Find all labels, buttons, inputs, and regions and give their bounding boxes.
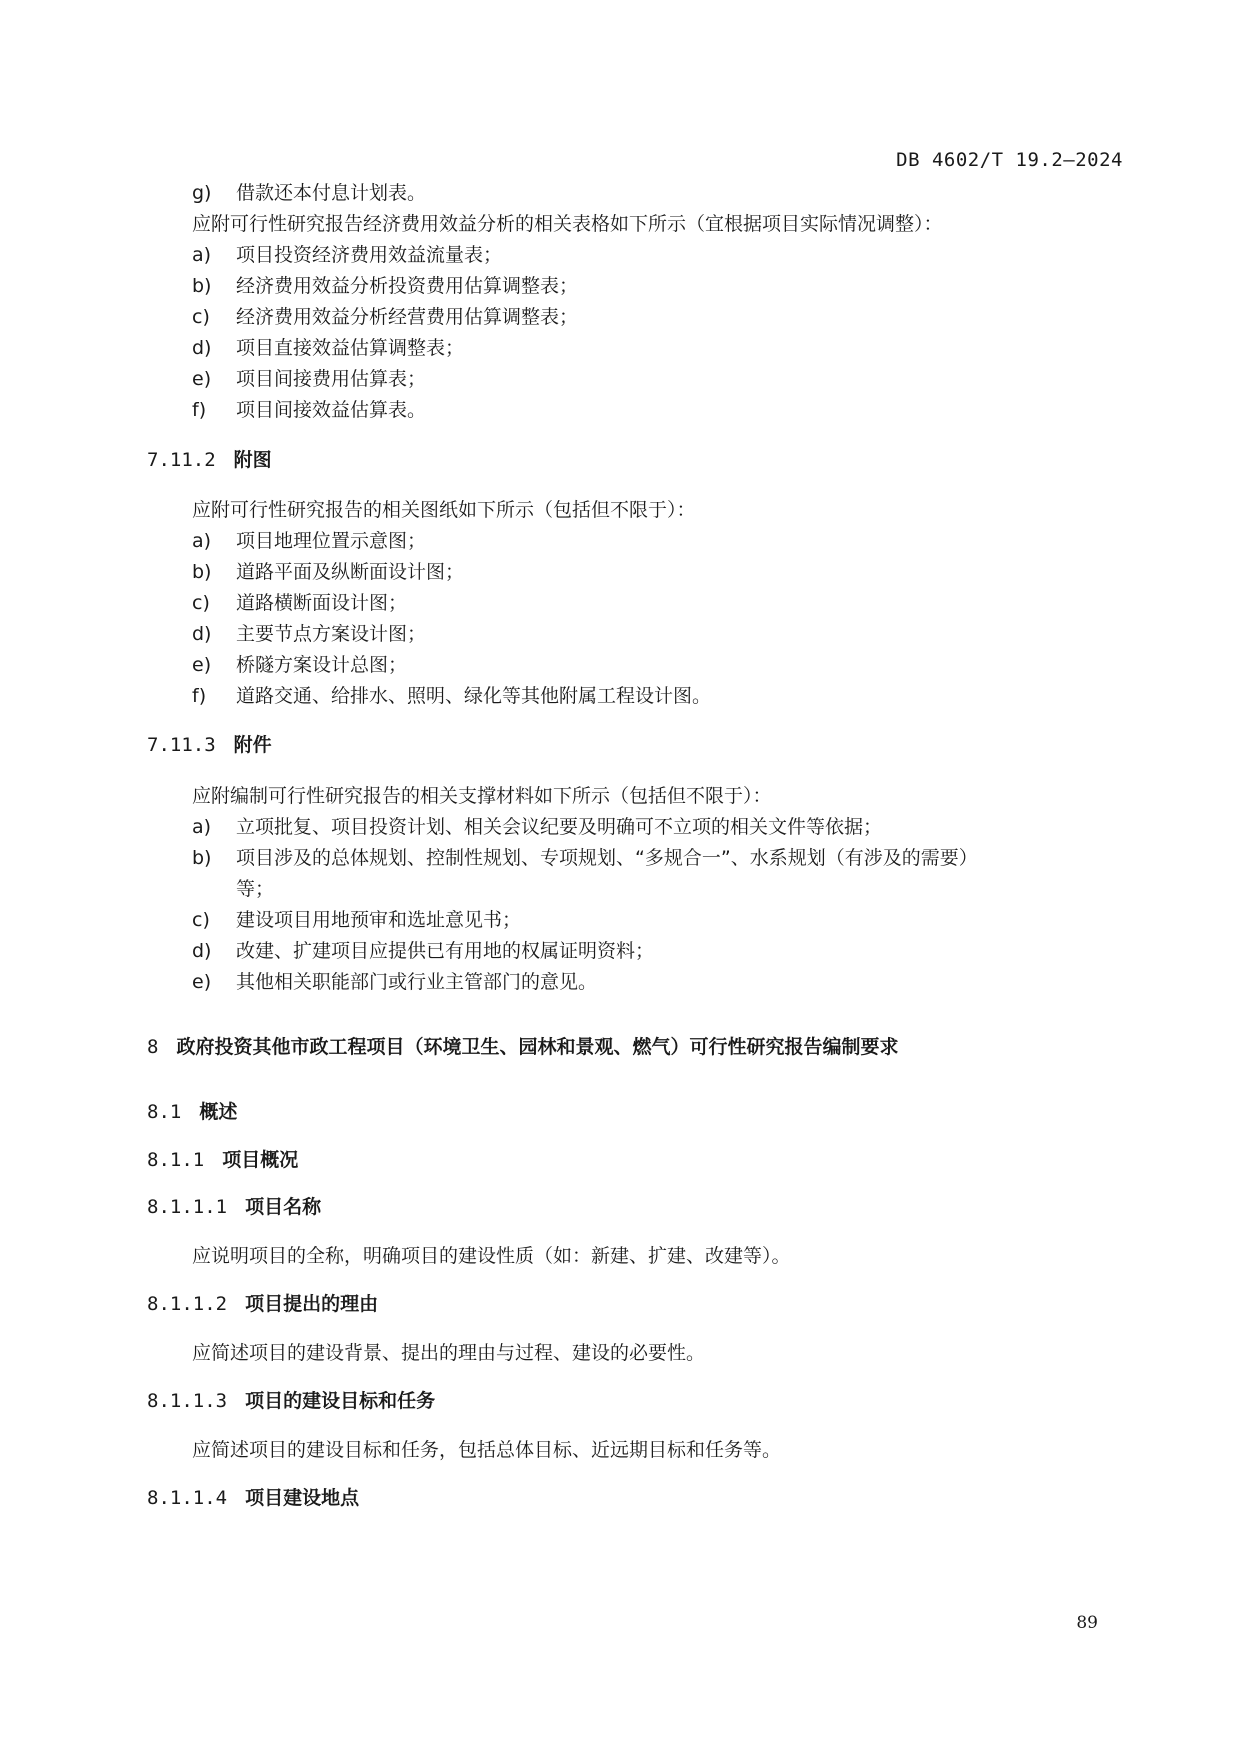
list-item	[192, 180, 426, 206]
standard-code: DB 4602/T 19.2—2024	[896, 149, 1123, 171]
section-title: 项目名称	[245, 1196, 322, 1218]
list-label: a)	[192, 816, 212, 838]
list-item	[192, 590, 407, 616]
list-item	[192, 559, 464, 585]
list-label: a)	[192, 530, 212, 552]
list-label: e)	[192, 654, 212, 676]
section-heading	[147, 1485, 359, 1511]
list-item	[192, 683, 711, 709]
list-item	[192, 304, 578, 330]
list-text: 改建、扩建项目应提供已有用地的权属证明资料；	[236, 940, 655, 962]
section-number: 8.1.1	[147, 1149, 205, 1171]
section-heading	[147, 732, 272, 758]
list-text: 项目直接效益估算调整表；	[236, 337, 465, 359]
list-text: 道路横断面设计图；	[236, 592, 408, 614]
section-number: 7.11.2	[147, 449, 216, 471]
list-text: 道路平面及纵断面设计图；	[236, 561, 465, 583]
list-text: 主要节点方案设计图；	[236, 623, 427, 645]
list-text: 建设项目用地预审和选址意见书；	[236, 909, 522, 931]
list-label: a)	[192, 244, 212, 266]
list-text: 借款还本付息计划表。	[236, 182, 427, 204]
list-continuation: 等；	[236, 878, 275, 900]
paragraph: 应说明项目的全称，明确项目的建设性质（如：新建、扩建、改建等）。	[192, 1245, 791, 1267]
paragraph: 应附可行性研究报告经济费用效益分析的相关表格如下所示（宜根据项目实际情况调整）：	[192, 213, 943, 235]
paragraph: 应简述项目的建设目标和任务，包括总体目标、近远期目标和任务等。	[192, 1439, 782, 1461]
section-title: 概述	[199, 1101, 238, 1123]
list-label: b)	[192, 847, 212, 869]
chapter-title: 政府投资其他市政工程项目（环境卫生、园林和景观、燃气）可行性研究报告编制要求	[176, 1036, 899, 1058]
paragraph: 应简述项目的建设背景、提出的理由与过程、建设的必要性。	[192, 1342, 706, 1364]
list-label: d)	[192, 337, 212, 359]
section-number: 8.1.1.2	[147, 1293, 228, 1315]
list-text: 桥隧方案设计总图；	[236, 654, 408, 676]
list-item	[192, 652, 407, 678]
list-label: e)	[192, 971, 212, 993]
list-text: 项目涉及的总体规划、控制性规划、专项规划、“多规合一”、水系规划（有涉及的需要）	[236, 847, 978, 869]
section-number: 8.1.1.1	[147, 1196, 228, 1218]
list-item	[192, 938, 654, 964]
list-item	[192, 528, 426, 554]
list-label: c)	[192, 592, 210, 614]
section-number: 8.1	[147, 1101, 182, 1123]
section-heading	[147, 1388, 435, 1414]
list-label: e)	[192, 368, 212, 390]
section-title: 项目的建设目标和任务	[245, 1390, 436, 1412]
list-item	[192, 621, 426, 647]
list-text: 其他相关职能部门或行业主管部门的意见。	[236, 971, 598, 993]
list-text: 经济费用效益分析投资费用估算调整表；	[236, 275, 579, 297]
section-title: 项目概况	[222, 1149, 299, 1171]
list-text: 项目间接费用估算表；	[236, 368, 427, 390]
list-label: c)	[192, 909, 210, 931]
section-heading	[147, 1147, 298, 1173]
list-text: 项目投资经济费用效益流量表；	[236, 244, 503, 266]
list-item	[192, 845, 978, 871]
list-label: f)	[192, 399, 207, 421]
section-number: 8.1.1.3	[147, 1390, 228, 1412]
list-item	[192, 366, 426, 392]
section-heading	[147, 1099, 237, 1125]
paragraph: 应附可行性研究报告的相关图纸如下所示（包括但不限于）：	[192, 499, 696, 521]
list-item	[192, 907, 521, 933]
list-text: 道路交通、给排水、照明、绿化等其他附属工程设计图。	[236, 685, 712, 707]
list-text: 项目间接效益估算表。	[236, 399, 427, 421]
section-title: 项目提出的理由	[245, 1293, 379, 1315]
paragraph: 应附编制可行性研究报告的相关支撑材料如下所示（包括但不限于）：	[192, 785, 772, 807]
list-item	[192, 335, 464, 361]
section-number: 7.11.3	[147, 734, 216, 756]
section-heading	[147, 1291, 378, 1317]
list-text: 项目地理位置示意图；	[236, 530, 427, 552]
list-text: 立项批复、项目投资计划、相关会议纪要及明确可不立项的相关文件等依据；	[236, 816, 883, 838]
list-item	[192, 814, 882, 840]
section-heading	[147, 1194, 321, 1220]
list-label: d)	[192, 623, 212, 645]
chapter-number: 8	[147, 1036, 159, 1058]
list-item	[192, 273, 578, 299]
section-title: 附件	[233, 734, 272, 756]
list-item	[192, 969, 597, 995]
list-label: f)	[192, 685, 207, 707]
list-item	[192, 242, 502, 268]
list-item	[192, 397, 426, 423]
list-label: g)	[192, 182, 212, 204]
list-label: c)	[192, 306, 210, 328]
list-text: 经济费用效益分析经营费用估算调整表；	[236, 306, 579, 328]
section-title: 附图	[233, 449, 272, 471]
section-title: 项目建设地点	[245, 1487, 360, 1509]
list-label: b)	[192, 275, 212, 297]
list-label: d)	[192, 940, 212, 962]
section-heading	[147, 447, 272, 473]
page-number: 89	[1076, 1613, 1098, 1633]
chapter-heading	[147, 1034, 898, 1060]
section-number: 8.1.1.4	[147, 1487, 228, 1509]
list-label: b)	[192, 561, 212, 583]
